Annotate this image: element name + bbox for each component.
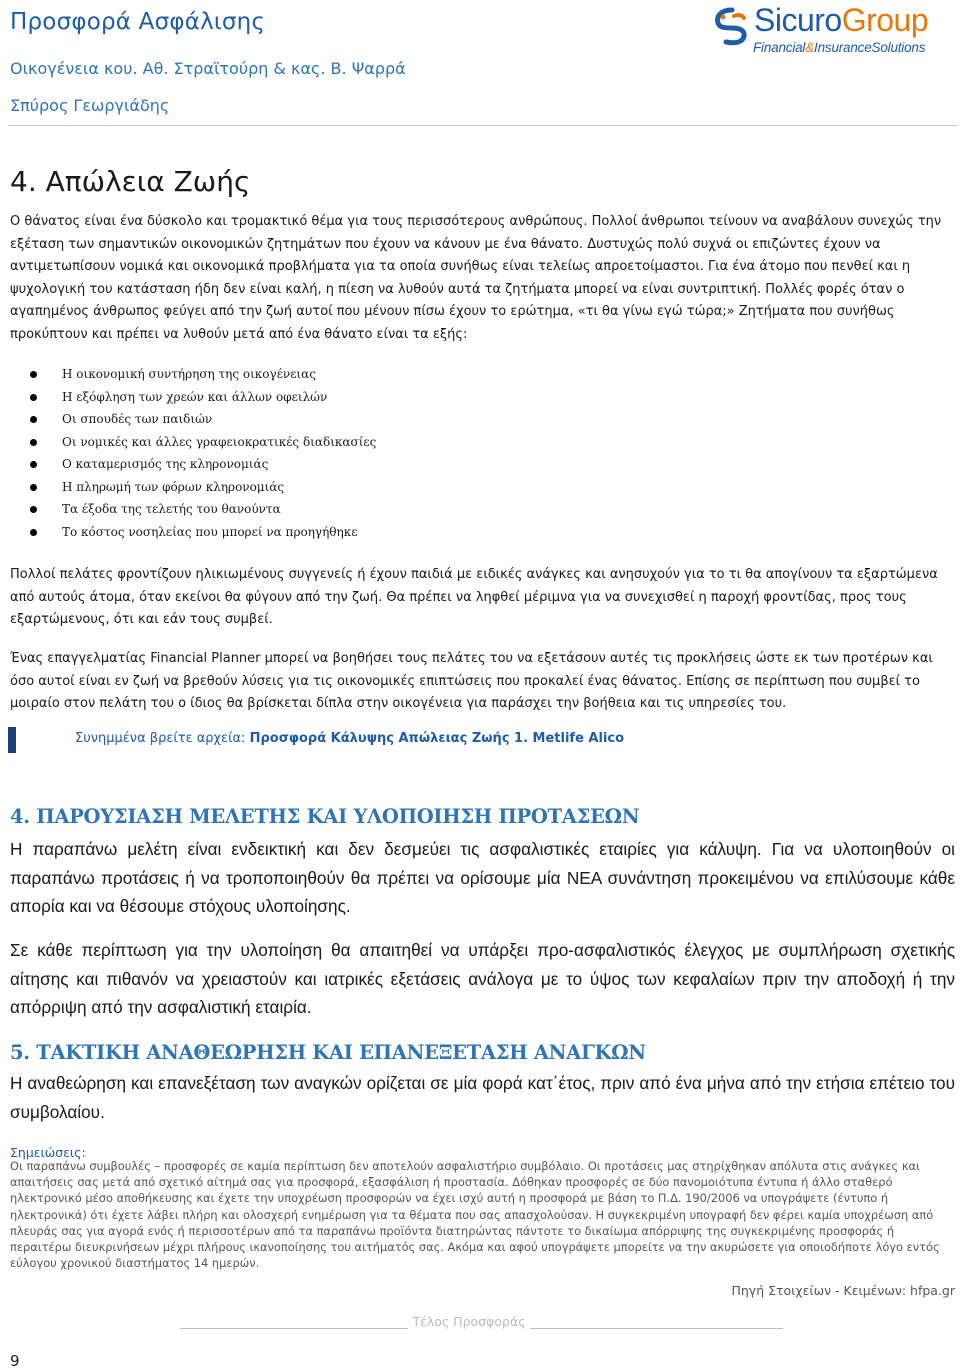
list-item: Οι σπουδές των παιδιών xyxy=(10,408,376,431)
attachment-marker xyxy=(8,727,16,753)
list-item: Το κόστος νοσηλείας που μπορεί να προηγήθηκε xyxy=(10,521,376,544)
list-item: Η οικονομική συντήρηση της οικογένειας xyxy=(10,363,376,386)
bullet-icon xyxy=(30,371,37,378)
list-item: Η εξόφληση των χρεών και άλλων οφειλών xyxy=(10,386,376,409)
logo-tagline: Financial&InsuranceSolutions xyxy=(753,40,926,55)
attachment-note xyxy=(8,727,708,753)
bullet-icon xyxy=(30,529,37,536)
bullet-icon xyxy=(30,394,37,401)
study-paragraph-2: Σε κάθε περίπτωση για την υλοποίηση θα απαιτηθεί να υπάρξει προ-ασφαλιστικός έλεγχος με συμπλήρωση σχετικής αίτησης και πιθανόν να χρειαστούν και ιατρικές εξετάσεις ανάλογα με το ύψος των κεφαλαίων πριν την αποδοχή ή την απόρριψη από την ασφαλιστική εταιρία. xyxy=(10,940,955,1017)
bullet-icon xyxy=(30,461,37,468)
bullet-icon xyxy=(30,506,37,513)
divider-line xyxy=(180,1328,408,1329)
client-family: Οικογένεια κου. Αθ. Στραϊτούρη & κας. Β. Ψαρρά xyxy=(10,59,406,78)
dependents-paragraph: Πολλοί πελάτες φροντίζουν ηλικιωμένους συγγενείς ή έχουν παιδιά με ειδικές ανάγκες και ανησυχούν για το τι θα απογίνουν τα εξαρτώμενα από αυτούς άτομα, όταν εκείνοι θα φύγουν από την ζωή. Θα πρέπει να ληφθεί μέριμνα για να συνεχισθεί η παροχή φροντίδας, προς τους εξαρτώμενους, ότι και εάν τους συμβεί. xyxy=(10,567,938,627)
section-heading-review: 5. ΤΑΚΤΙΚΗ ΑΝΑΘΕΩΡΗΣΗ ΚΑΙ ΕΠΑΝΕΞΕΤΑΣΗ ΑΝΑΓΚΩΝ xyxy=(10,1041,646,1064)
study-paragraph-1: Η παραπάνω μελέτη είναι ενδεικτική και δεν δεσμεύει τις ασφαλιστικές εταιρίες για κάλυψη. Για να υλοποιηθούν οι παραπάνω προτάσεις ή να τροποποιηθούν θα πρέπει να ορίσουμε μία ΝΕΑ συνάντηση προκειμένου να επιλύσουμε κάθε απορία και να θέσουμε στόχους υλοποίησης. xyxy=(10,839,955,916)
notes-label: Σημειώσεις: xyxy=(10,1145,86,1160)
life-loss-intro: Ο θάνατος είναι ένα δύσκολο και τρομακτικό θέμα για τους περισσότερους ανθρώπους. Πολλοί άνθρωποι τείνουν να αναβάλουν συνεχώς την εξέταση των σημαντικών οικονομικών ζητημάτων που έχουν να κάνουν με ένα θάνατο. Δυστυχώς πολύ συχνά οι επιζώντες έχουν να αντιμετωπίσουν νομικά και οικονομικά προβλήματα για τα οποία συνήθως είναι τελείως απροετοίμαστοι. Για ένα άτομο που πενθεί και η ψυχολογική του κατάσταση ήδη δεν είναι καλή, η πίεση να λυθούν αυτά τα ζητήματα μπορεί να είναι συντριπτική. Πολλές φορές όταν ο αγαπημένος άνθρωπος φεύγει από την ζωή αυτοί που μένουν πίσω έχουν το ερώτημα, «τι θα γίνω εγώ τώρα;» Ζητήματα που συνήθως προκύπτουν και πρέπει να λυθούν μετά από ένα θάνατο είναι τα εξής: xyxy=(10,214,942,342)
page-header xyxy=(0,0,960,125)
page-number: 9 xyxy=(10,1352,20,1370)
header-divider xyxy=(8,125,957,126)
list-item: Η πληρωμή των φόρων κληρονομιάς xyxy=(10,476,376,499)
section-heading-study: 4. ΠΑΡΟΥΣΙΑΣΗ ΜΕΛΕΤΗΣ ΚΑΙ ΥΛΟΠΟΙΗΣΗ ΠΡΟΤΑΣΕΩΝ xyxy=(10,805,640,828)
notes-text: Οι παραπάνω συμβουλές – προσφορές σε καμία περίπτωση δεν αποτελούν ασφαλιστήριο συμβόλαιο. Οι προτάσεις μας στηρίχθηκαν απόλυτα στις ανάγκες και απαιτήσεις σας μετά από σχετικό αίτημά σας για προσφορά, εξασφάλιση ή προστασία. Δόθηκαν προσφορές σε δύο πανομοιότυπα έντυπα ή άλλο σταθερό ηλεκτρονικό μέσο αποθήκευσης και έχετε την υποχρέωση προσφορών να έχει ισχύ αυτή η προσφορά με βάση το Π.Δ. 190/2006 να υπογράψετε (έντυπο ή ηλεκτρονικά) ότι έχετε λάβει πλήρη και ολοσχερή ενημέρωση για τα θέματα που σας απασχολούσαν. Η συγκεκριμένη υπογραφή δεν φέρει καμία υποχρέωση από πλευράς σας για αγορά ενός ή περισσοτέρων από τα παραπάνω προϊόντα διατηρώντας πάντοτε το δικαίωμα απόρριψης της συγκεκριμένης προσφοράς ή περαιτέρω διευκρινήσεων μέχρι πλήρους ικανοποίησης του αιτήματός σας. Ακόμα και αφού υπογράψετε μπορείτε να την ακυρώσετε για οποιοδήποτε λόγο εντός εύλογου χρονικού διαστήματος 14 ημερών. xyxy=(10,1159,940,1271)
end-of-offer-label: Τέλος Προσφοράς xyxy=(412,1314,526,1329)
bullet-icon xyxy=(30,439,37,446)
list-item: Τα έξοδα της τελετής του θανούντα xyxy=(10,498,376,521)
section-heading-life-loss: 4. Απώλεια Ζωής xyxy=(10,165,251,198)
attachment-label: Συνημμένα βρείτε αρχεία: xyxy=(75,731,250,746)
list-item: Ο καταμερισμός της κληρονομιάς xyxy=(10,453,376,476)
end-of-offer xyxy=(180,1314,783,1330)
source-credit: Πηγή Στοιχείων - Κειμένων: hfpa.gr xyxy=(731,1283,955,1298)
review-paragraph: Η αναθεώρηση και επανεξέταση των αναγκών ορίζεται σε μία φορά κατ΄έτος, πριν από ένα μήνα από την ετήσια επέτειο του συμβολαίου. xyxy=(10,1073,955,1122)
issues-list xyxy=(10,363,376,543)
logo-emblem-icon xyxy=(712,6,752,46)
list-item: Οι νομικές και άλλες γραφειοκρατικές διαδικασίες xyxy=(10,431,376,454)
sicurogroup-logo xyxy=(712,4,957,58)
bullet-icon xyxy=(30,416,37,423)
advisor-name: Σπύρος Γεωργιάδης xyxy=(10,96,170,115)
attachment-file-link[interactable]: Προσφορά Κάλυψης Απώλειας Ζωής 1. Metlife Alico xyxy=(249,731,625,746)
financial-planner-paragraph: Ένας επαγγελματίας Financial Planner μπορεί να βοηθήσει τους πελάτες του να εξετάσουν αυτές τις προκλήσεις ώστε εκ των προτέρων και όσο αυτοί είναι εν ζωή να βρεθούν λύσεις για τις οικονομικές επιπτώσεις που προκαλεί ένας θάνατος. Επίσης σε περίπτωση που συμβεί το μοιραίο στον πελάτη του ο ίδιος θα βρίσκεται δίπλα στην οικογένεια για παράσχει την βοήθεια και τις υπηρεσίες του. xyxy=(10,651,933,711)
logo-wordmark: SicuroGroup xyxy=(754,2,929,38)
divider-line xyxy=(530,1328,783,1329)
document-title: Προσφορά Ασφάλισης xyxy=(10,9,266,35)
bullet-icon xyxy=(30,484,37,491)
